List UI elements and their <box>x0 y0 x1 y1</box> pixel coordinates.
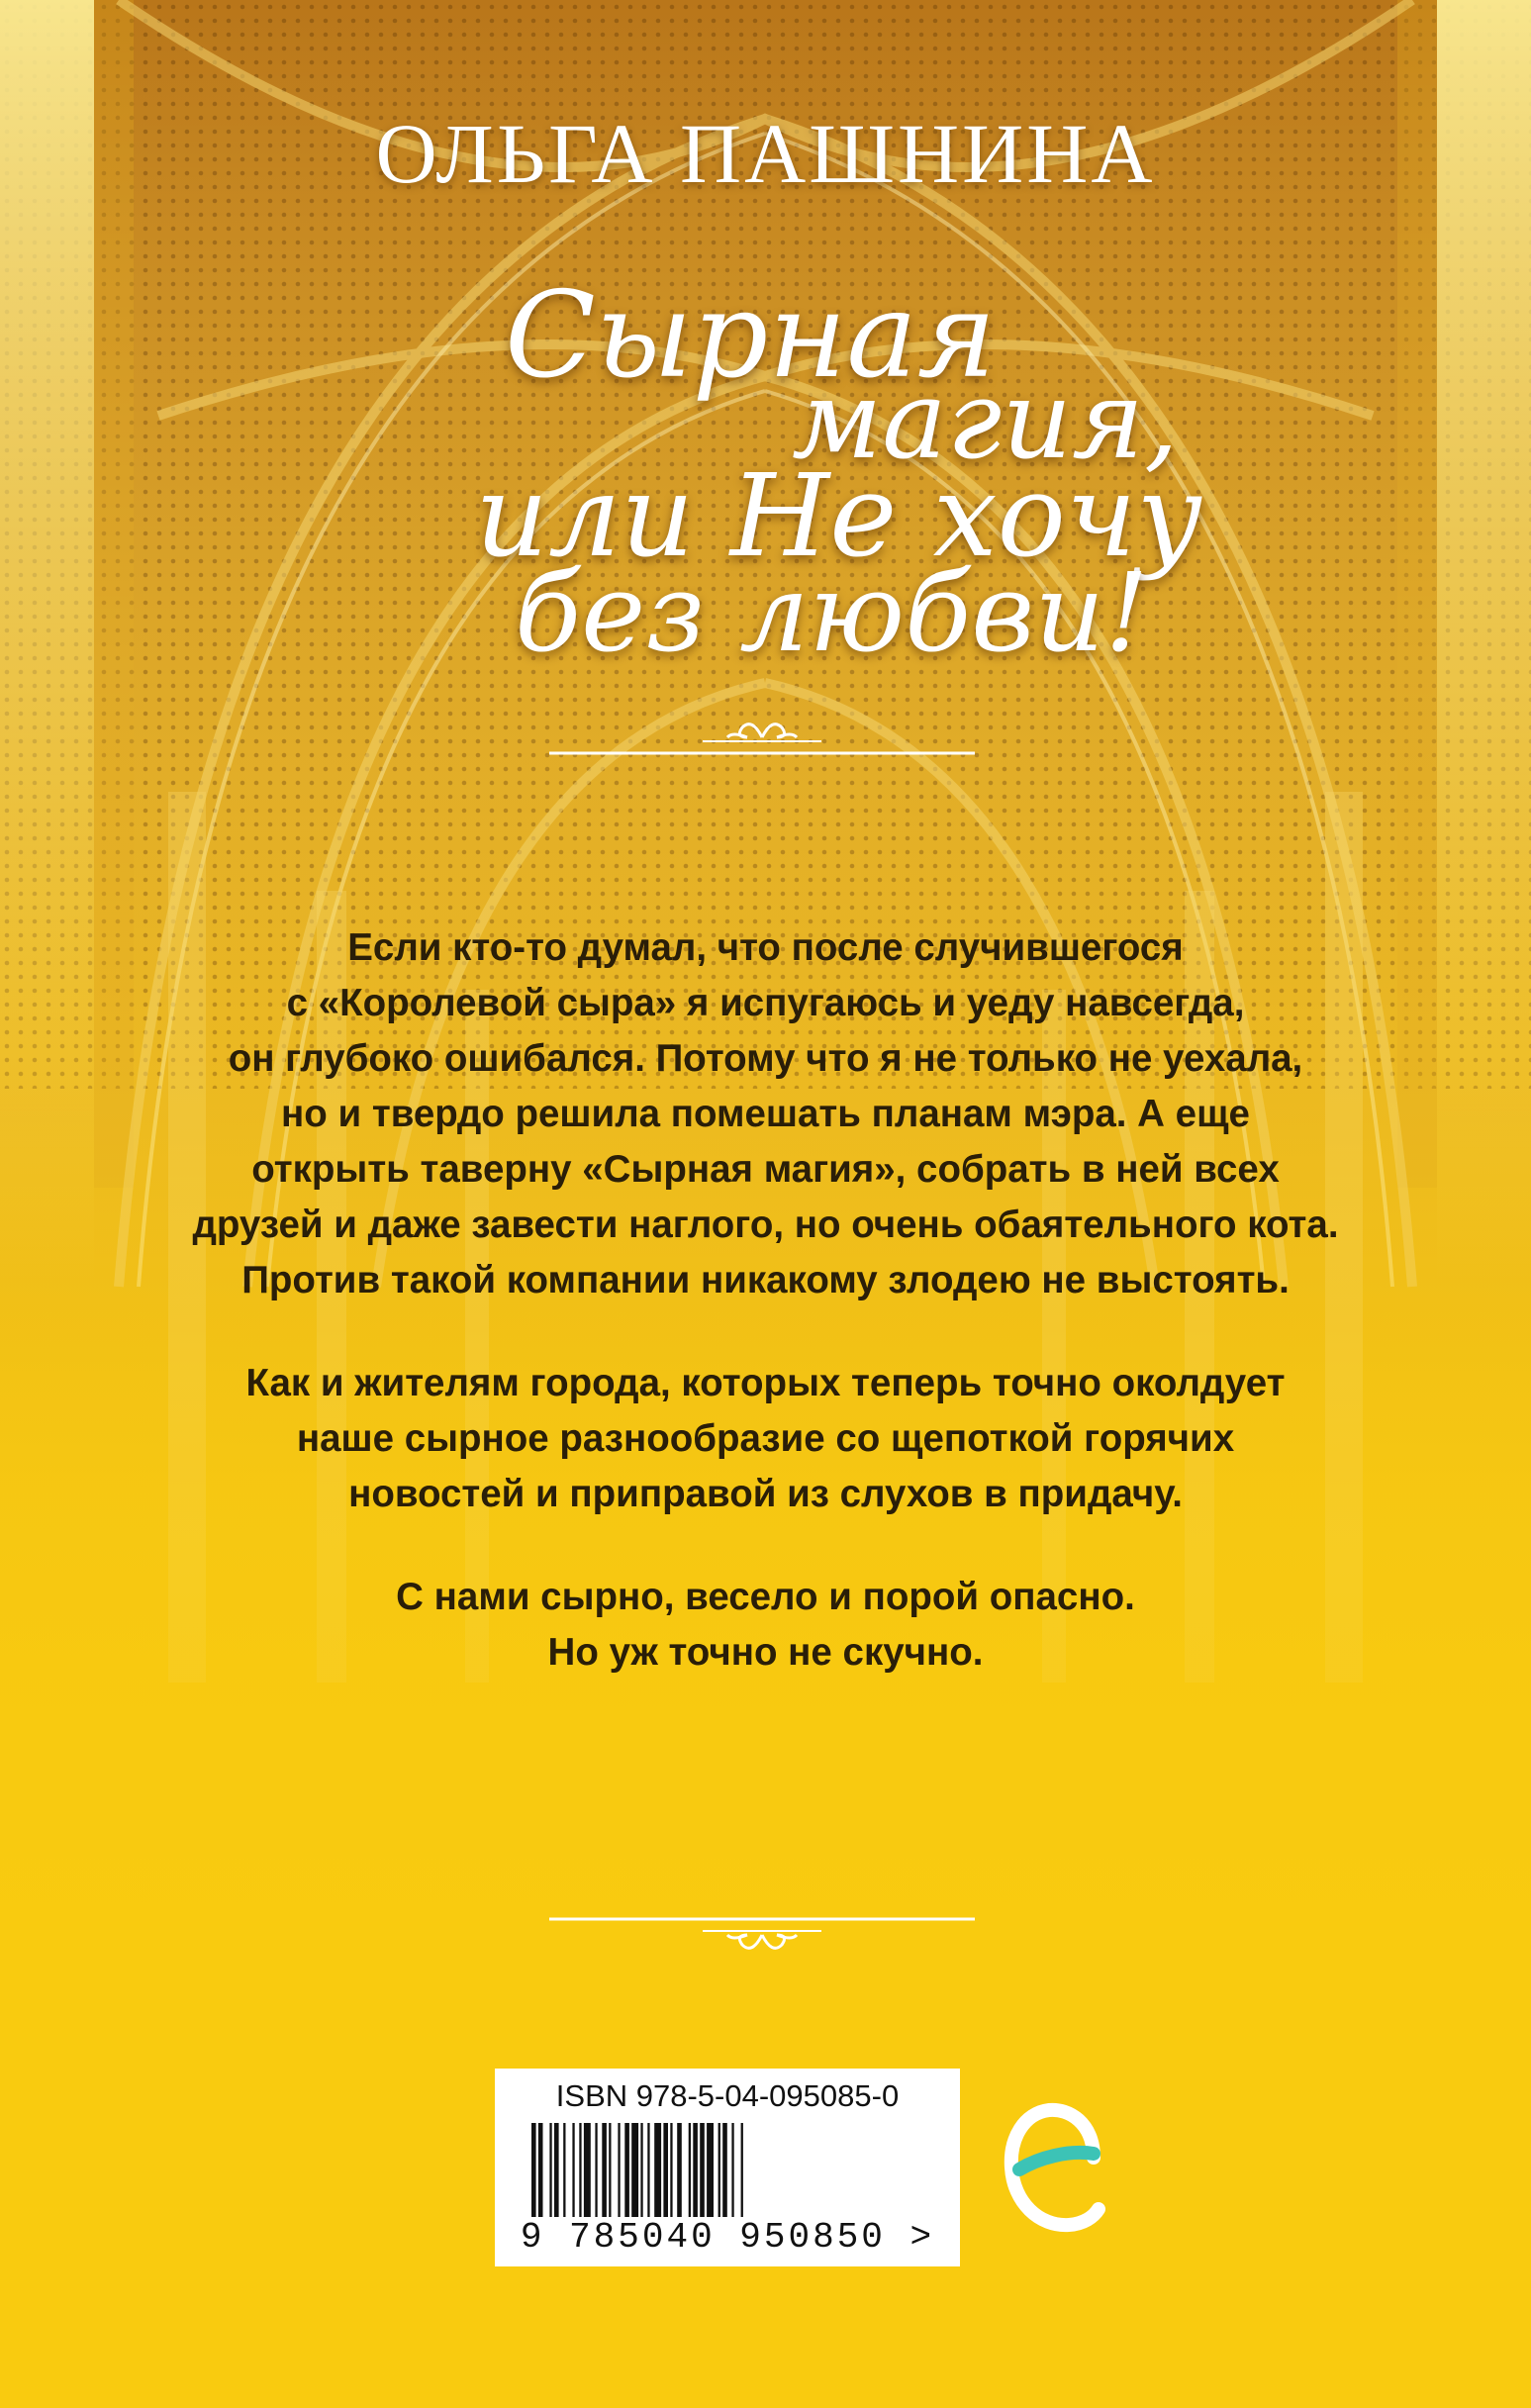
blurb-paragraph-1: Если кто-то думал, что после случившегося с «Королевой сыра» я испугаюсь и уеду навсегда, он глубоко ошибался. Потому что я не только не уехала, но и твердо решила помешать планам мэра. А еще открыть таверну «Сырная магия», собрать в ней всех друзей и даже завести наглого, но очень обаятельного кота. Против такой компании никакому злодею не выстоять. <box>192 926 1339 1301</box>
barcode-bar <box>670 2123 672 2217</box>
barcode-bar <box>677 2123 682 2217</box>
barcode-bar <box>654 2123 661 2217</box>
barcode-bar <box>718 2123 720 2217</box>
book-blurb <box>129 920 1402 1728</box>
barcode-icon <box>529 2123 925 2217</box>
barcode-bar <box>707 2123 714 2217</box>
barcode-bar <box>579 2123 581 2217</box>
barcode-bar <box>618 2123 620 2217</box>
barcode-bar <box>689 2123 691 2217</box>
author-name: ОЛЬГА ПАШНИНА <box>375 106 1156 201</box>
scroll-ornament-icon <box>549 1915 975 1975</box>
barcode-bar <box>563 2123 565 2217</box>
barcode-bar <box>722 2123 727 2217</box>
barcode-digits: 9 785040 950850 > <box>520 2217 935 2258</box>
barcode-bar <box>631 2123 638 2217</box>
barcode-bar <box>609 2123 611 2217</box>
barcode-bar <box>602 2123 607 2217</box>
blurb-paragraph-3: С нами сырно, весело и порой опасно. Но уж точно не скучно. <box>396 1576 1135 1674</box>
barcode-bar <box>731 2123 733 2217</box>
book-title-line-2: магия, <box>792 356 1180 483</box>
book-title-line-3: или Не хочу <box>475 450 1203 583</box>
barcode-bar <box>693 2123 698 2217</box>
publisher-e-logo-icon <box>1000 2088 1108 2247</box>
book-title-line-4: без любви! <box>515 549 1149 676</box>
barcode-bar <box>572 2123 574 2217</box>
isbn-barcode-block <box>495 2069 960 2266</box>
book-title-line-1: Сырная <box>505 267 997 405</box>
barcode-bar <box>554 2123 559 2217</box>
barcode-bar <box>584 2123 591 2217</box>
barcode-bar <box>531 2123 536 2217</box>
barcode-bar <box>538 2123 543 2217</box>
blurb-paragraph-2: Как и жителям города, которых теперь точно околдует наше сырное разнообразие со щепоткой горячих новостей и приправой из слухов в придачу. <box>245 1362 1286 1515</box>
barcode-bar <box>549 2123 551 2217</box>
scroll-ornament-icon <box>549 698 975 757</box>
barcode-bar <box>663 2123 668 2217</box>
barcode-bar <box>700 2123 705 2217</box>
barcode-bar <box>640 2123 642 2217</box>
barcode-bar <box>647 2123 649 2217</box>
barcode-bar <box>595 2123 597 2217</box>
barcode-bar <box>741 2123 743 2217</box>
isbn-number: ISBN 978-5-04-095085-0 <box>555 2078 900 2113</box>
barcode-bar <box>624 2123 629 2217</box>
